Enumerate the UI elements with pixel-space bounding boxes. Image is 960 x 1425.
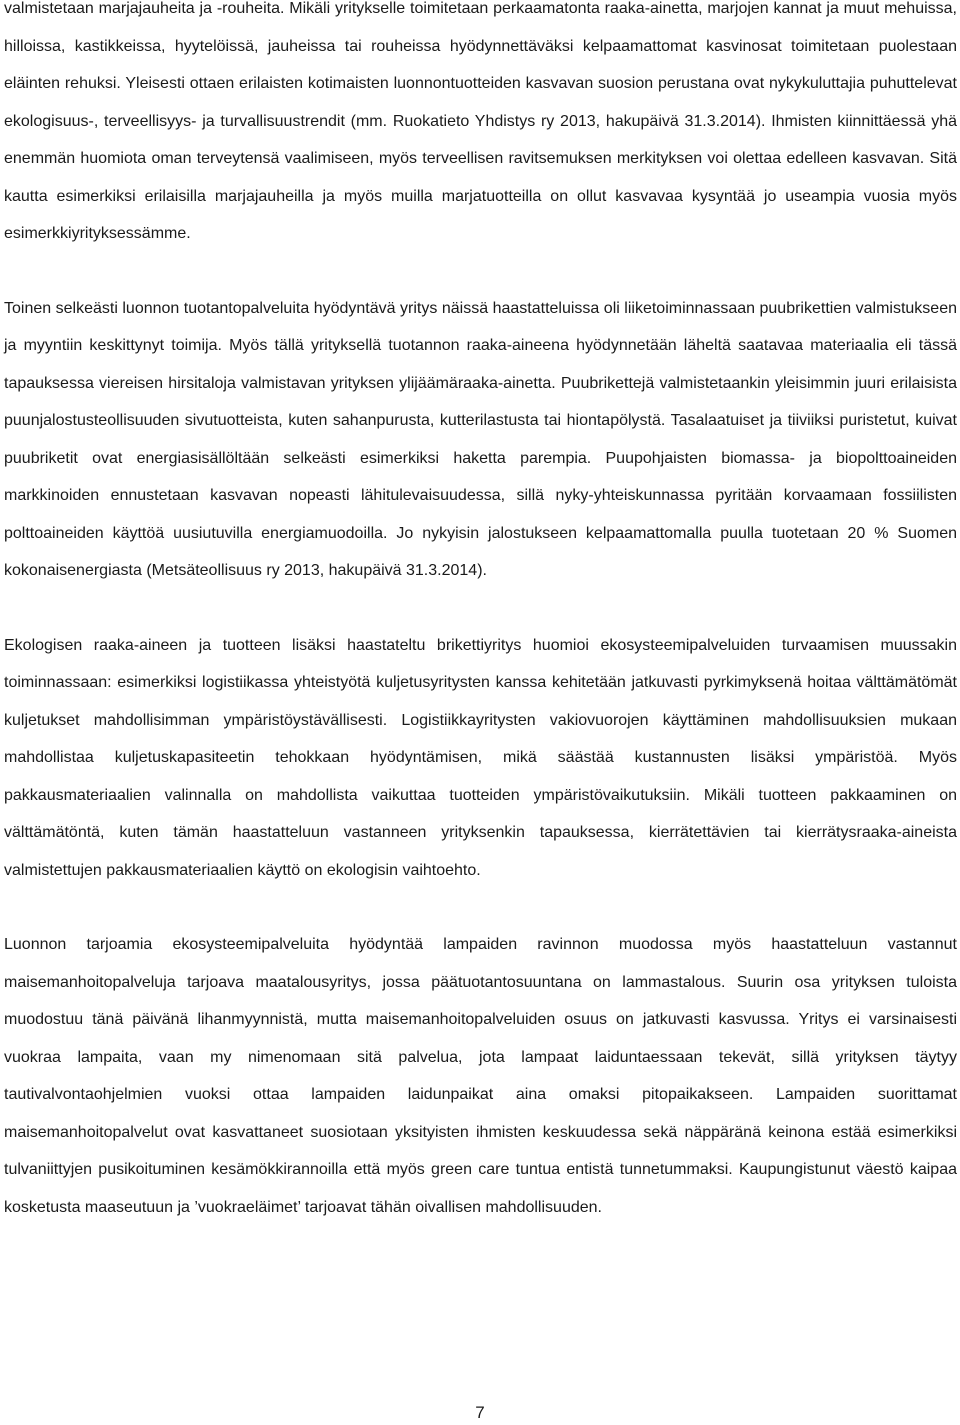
document-page — [4, 0, 957, 1226]
paragraph-puubriketit: Toinen selkeästi luonnon tuotantopalveluita hyödyntävä yritys näissä haastatteluissa oli liiketoiminnassaan puubrikettien valmistukseen ja myyntiin keskittynyt toimija. Myös tällä yrityksellä tuotannon raaka-aineena hyödynnetään läheltä saatavaa materiaalia eli tässä tapauksessa viereisen hirsitaloja valmistavan yrityksen ylijäämäraaka-ainetta. Puubrikettejä valmistetaankin yleisimmin juuri erilaisista puunjalostusteollisuuden sivutuotteista, kuten sahanpurusta, kutterilastusta tai hiontapölystä. Tasalaatuiset ja tiiviiksi puristetut, kuivat puubriketit ovat energiasisällöltään selkeästi esimerkiksi haketta parempia. Puupohjaisten biomassa- ja biopolttoaineiden markkinoiden ennustetaan kasvavan nopeasti lähitulevaisuudessa, sillä nyky-yhteiskunnassa pyritään korvaamaan fossiilisten polttoaineiden käyttöä uusiutuvilla energiamuodoilla. Jo nykyisin jalostukseen kelpaamattomalla puulla tuotetaan 20 % Suomen kokonaisenergiasta (Metsäteollisuus ry 2013, hakupäivä 31.3.2014). — [4, 299, 957, 579]
paragraph-logistiikka: Ekologisen raaka-aineen ja tuotteen lisäksi haastateltu brikettiyritys huomioi ekosysteemipalveluiden turvaamisen muussakin toiminnassaan: esimerkiksi logistiikassa yhteistyötä kuljetusyritysten kanssa kehitetään jatkuvasti pyrkimyksenä hoitaa välttämätömät kuljetukset mahdollisimman ympäristöystävällisesti. Logistiikkayritysten vakiovuorojen käyttäminen mahdollisuuksien mukaan mahdollistaa kuljetuskapasiteetin tehokkaan hyödyntämisen, mikä säästää kustannusten lisäksi ympäristöä. Myös pakkausmateriaalien valinnalla on mahdollista vaikuttaa tuotteiden ympäristövaikutuksiin. Mikäli tuotteen pakkaaminen on välttämätöntä, kuten tämän haastatteluun vastanneen yrityksenkin tapauksessa, kierrätettävien tai kierrätysraaka-aineista valmistettujen pakkausmateriaalien käyttö on ekologisin vaihtoehto. — [4, 636, 957, 879]
paragraph-lammastalous: Luonnon tarjoamia ekosysteemipalveluita hyödyntää lampaiden ravinnon muodossa myös haastatteluun vastannut maisemanhoitopalveluja tarjoava maatalousyritys, jossa päätuotantosuuntana on lammastalous. Suurin osa yrityksen tuloista muodostuu tänä päivänä lihanmyynnistä, mutta maisemanhoitopalveluiden osuus on jatkuvasti kasvussa. Yritys ei varsinaisesti vuokraa lampaita, vaan my nimenomaan sitä palvelua, jota lampaat laiduntaessaan tekevät, sillä yrityksen täytyy tautivalvontaohjelmien vuoksi ottaa lampaiden laidunpaikat aina omaksi pitopaikakseen. Lampaiden suorittamat maisemanhoitopalvelut ovat kasvattaneet suosiotaan yksityisten ihmisten keskuudessa sekä näppäränä keinona estää esimerkiksi tulvaniittyjen pusikoituminen kesämökkirannoilla että myös green care tuntua entistä tunnetummaksi. Kaupungistunut väestö kaipaa kosketusta maaseutuun ja ’vuokraeläimet’ tarjoavat tähän oivallisen mahdollisuuden. — [4, 936, 957, 1216]
paragraph-marjajauheet: valmistetaan marjajauheita ja -rouheita. Mikäli yritykselle toimitetaan perkaamatonta raaka-ainetta, marjojen kannat ja muut mehuissa, hilloissa, kastikkeissa, hyytelöissä, jauheissa tai rouheissa hyödynnettäväksi kelpaamattomat kasvinosat toimitetaan puolestaan eläinten rehuksi. Yleisesti ottaen erilaisten kotimaisten luonnontuotteiden kasvavan suosion perustana ovat nykykuluttajia puhuttelevat ekologisuus-, terveellisyys- ja turvallisuustrendit (mm. Ruokatieto Yhdistys ry 2013, hakupäivä 31.3.2014). Ihmisten kiinnittäessä yhä enemmän huomiota oman terveytensä vaalimiseen, myös terveellisen ravitsemuksen merkityksen voi olettaa edelleen kasvavan. Sitä kautta esimerkiksi erilaisilla marjajauheilla ja myös muilla marjatuotteilla on ollut kasvavaa kysyntää jo useampia vuosia myös esimerkkiyrityksessämme. — [4, 0, 957, 242]
page-number: 7 — [475, 1403, 485, 1422]
